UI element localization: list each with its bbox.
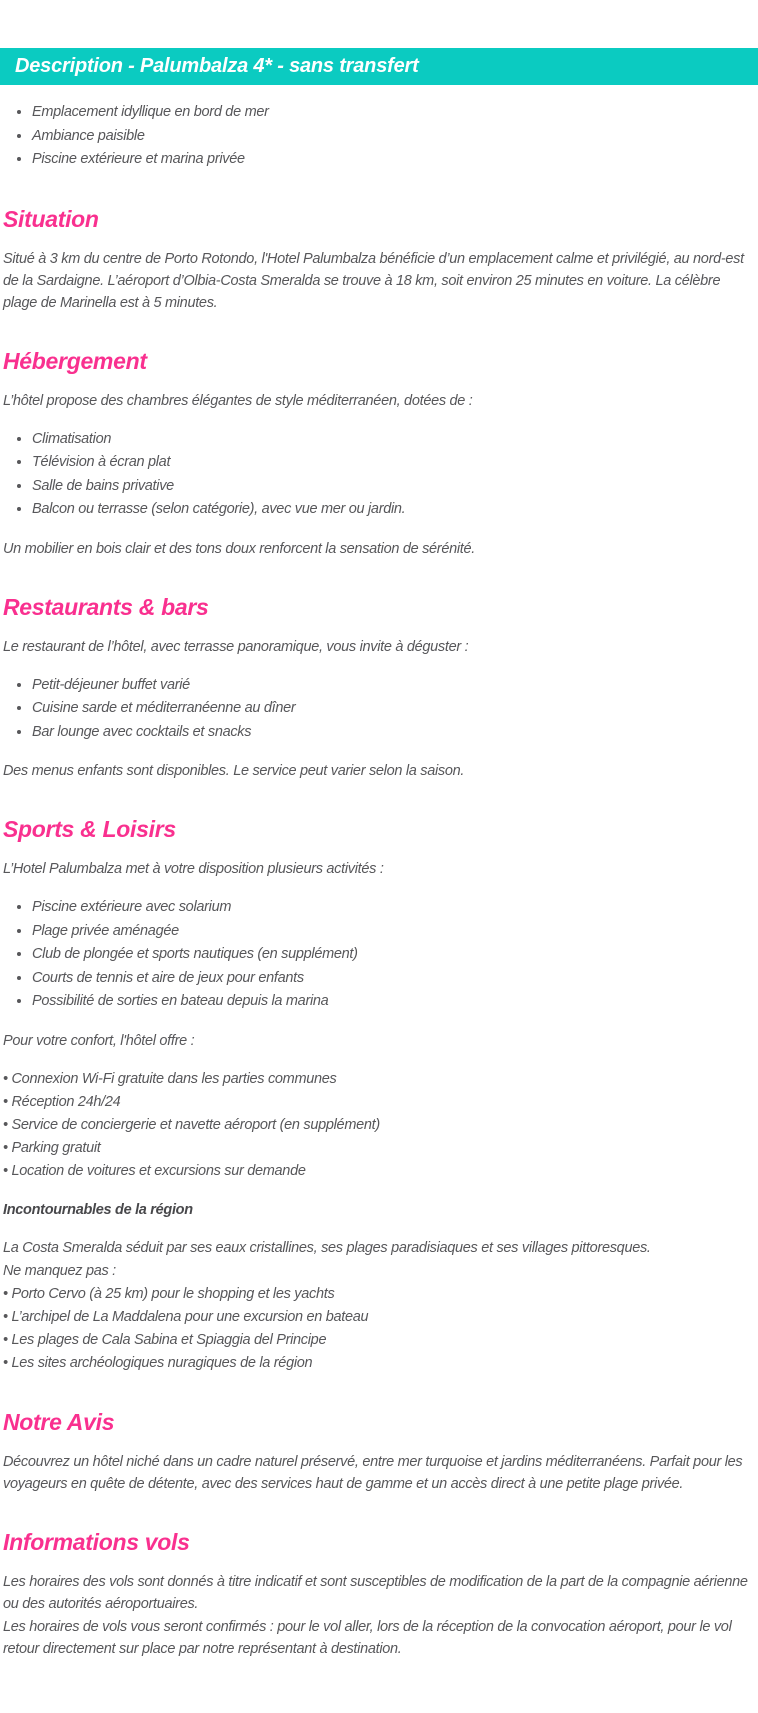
list-item: • Petit-déjeuner buffet varié [32, 674, 754, 698]
section-sports-loisirs [3, 816, 754, 1375]
paragraph: Situé à 3 km du centre de Porto Rotondo, l'Hotel Palumbalza bénéficie d’un emplacement calme et privilégié, au nord-est de la Sardaigne. L’aéroport d’Olbia-Costa Smeralda se trouve à 18 km, soit environ 25 minutes en voiture. La célèbre plage de Marinella est à 5 minutes. [3, 250, 744, 311]
list-item: • Emplacement idyllique en bord de mer [32, 101, 754, 125]
list-item: • Connexion Wi-Fi gratuite dans les parties communes [3, 1070, 337, 1087]
list-item: • Piscine extérieure et marina privée [32, 148, 754, 172]
list-item: • Porto Cervo (à 25 km) pour le shopping et les yachts [3, 1285, 335, 1302]
list-item: • Ambiance paisible [32, 125, 754, 149]
section-informations-vols [3, 1529, 754, 1661]
list-item: • Possibilité de sorties en bateau depuis la marina [32, 990, 754, 1014]
hebergement-list [3, 428, 754, 522]
paragraph: Le restaurant de l’hôtel, avec terrasse panoramique, vous invite à déguster : [3, 638, 469, 655]
list-item: • Climatisation [32, 428, 754, 452]
section-heading-sports: Sports & Loisirs [3, 816, 176, 842]
list-item: • Piscine extérieure avec solarium [32, 896, 754, 920]
sports-list [3, 896, 754, 1014]
paragraph: L’Hotel Palumbalza met à votre disposition plusieurs activités : [3, 861, 384, 877]
paragraph: Découvrez un hôtel niché dans un cadre naturel préservé, entre mer turquoise et jardins méditerranéens. Parfait pour les voyageurs en quête de détente, avec des services haut de gamme et un accès direct à une petite plage privée. [3, 1453, 743, 1492]
paragraph-line: La Costa Smeralda séduit par ses eaux cristallines, ses plages paradisiaques et ses villages pittoresques. [3, 1239, 651, 1256]
paragraph: Des menus enfants sont disponibles. Le service peut varier selon la saison. [3, 763, 465, 779]
description-content [0, 101, 758, 1713]
paragraph [3, 1571, 754, 1661]
list-item: • L’archipel de La Maddalena pour une excursion en bateau [3, 1308, 369, 1325]
list-item: • Plage privée aménagée [32, 920, 754, 944]
section-notre-avis [3, 1409, 754, 1495]
intro-highlights-list [3, 101, 754, 172]
list-item: • Salle de bains privative [32, 475, 754, 499]
paragraph-line: Les horaires des vols sont donnés à titre indicatif et sont susceptibles de modification de la part de la compagnie aérienne ou des autorités aéroportuaires. [3, 1573, 748, 1612]
description-header-bar [0, 48, 758, 85]
list-item: • Les sites archéologiques nuragiques de la région [3, 1354, 313, 1371]
region-lines [3, 1237, 754, 1375]
list-item: • Courts de tennis et aire de jeux pour enfants [32, 967, 754, 991]
section-situation [3, 206, 754, 314]
list-item: • Location de voitures et excursions sur demande [3, 1162, 306, 1179]
section-heading-restaurants: Restaurants & bars [3, 593, 209, 620]
paragraph: L’hôtel propose des chambres élégantes de style méditerranéen, dotées de : [3, 392, 473, 409]
region-subtitle: Incontournables de la région [3, 1201, 193, 1218]
list-item: • Club de plongée et sports nautiques (en supplément) [32, 943, 754, 967]
paragraph: Pour votre confort, l'hôtel offre : [3, 1032, 195, 1049]
list-item: • Les plages de Cala Sabina et Spiaggia del Principe [3, 1331, 327, 1348]
list-item: • Cuisine sarde et méditerranéenne au dîner [32, 697, 754, 721]
section-hebergement [3, 348, 754, 560]
paragraph-line: Les horaires de vols vous seront confirmés : pour le vol aller, lors de la réception de la convocation aéroport, pour le vol retour directement sur place par notre représentant à destination. [3, 1618, 732, 1657]
section-heading-vols: Informations vols [3, 1528, 190, 1555]
page-title: Description - Palumbalza 4* - sans transfert [15, 55, 419, 77]
restaurants-list [3, 674, 754, 745]
list-item: • Balcon ou terrasse (selon catégorie), avec vue mer ou jardin. [32, 498, 754, 522]
list-item: • Service de conciergerie et navette aéroport (en supplément) [3, 1116, 380, 1133]
list-item: • Parking gratuit [3, 1139, 101, 1156]
list-item: • Réception 24h/24 [3, 1093, 121, 1110]
paragraph: Un mobilier en bois clair et des tons doux renforcent la sensation de sérénité. [3, 540, 475, 557]
paragraph-line: Ne manquez pas : [3, 1262, 116, 1279]
section-heading-avis: Notre Avis [3, 1408, 115, 1435]
list-item: • Bar lounge avec cocktails et snacks [32, 721, 754, 745]
section-restaurants [3, 594, 754, 783]
section-heading-situation: Situation [3, 205, 99, 232]
list-item: • Télévision à écran plat [32, 451, 754, 475]
section-heading-hebergement: Hébergement [3, 347, 147, 374]
confort-lines [3, 1068, 754, 1183]
